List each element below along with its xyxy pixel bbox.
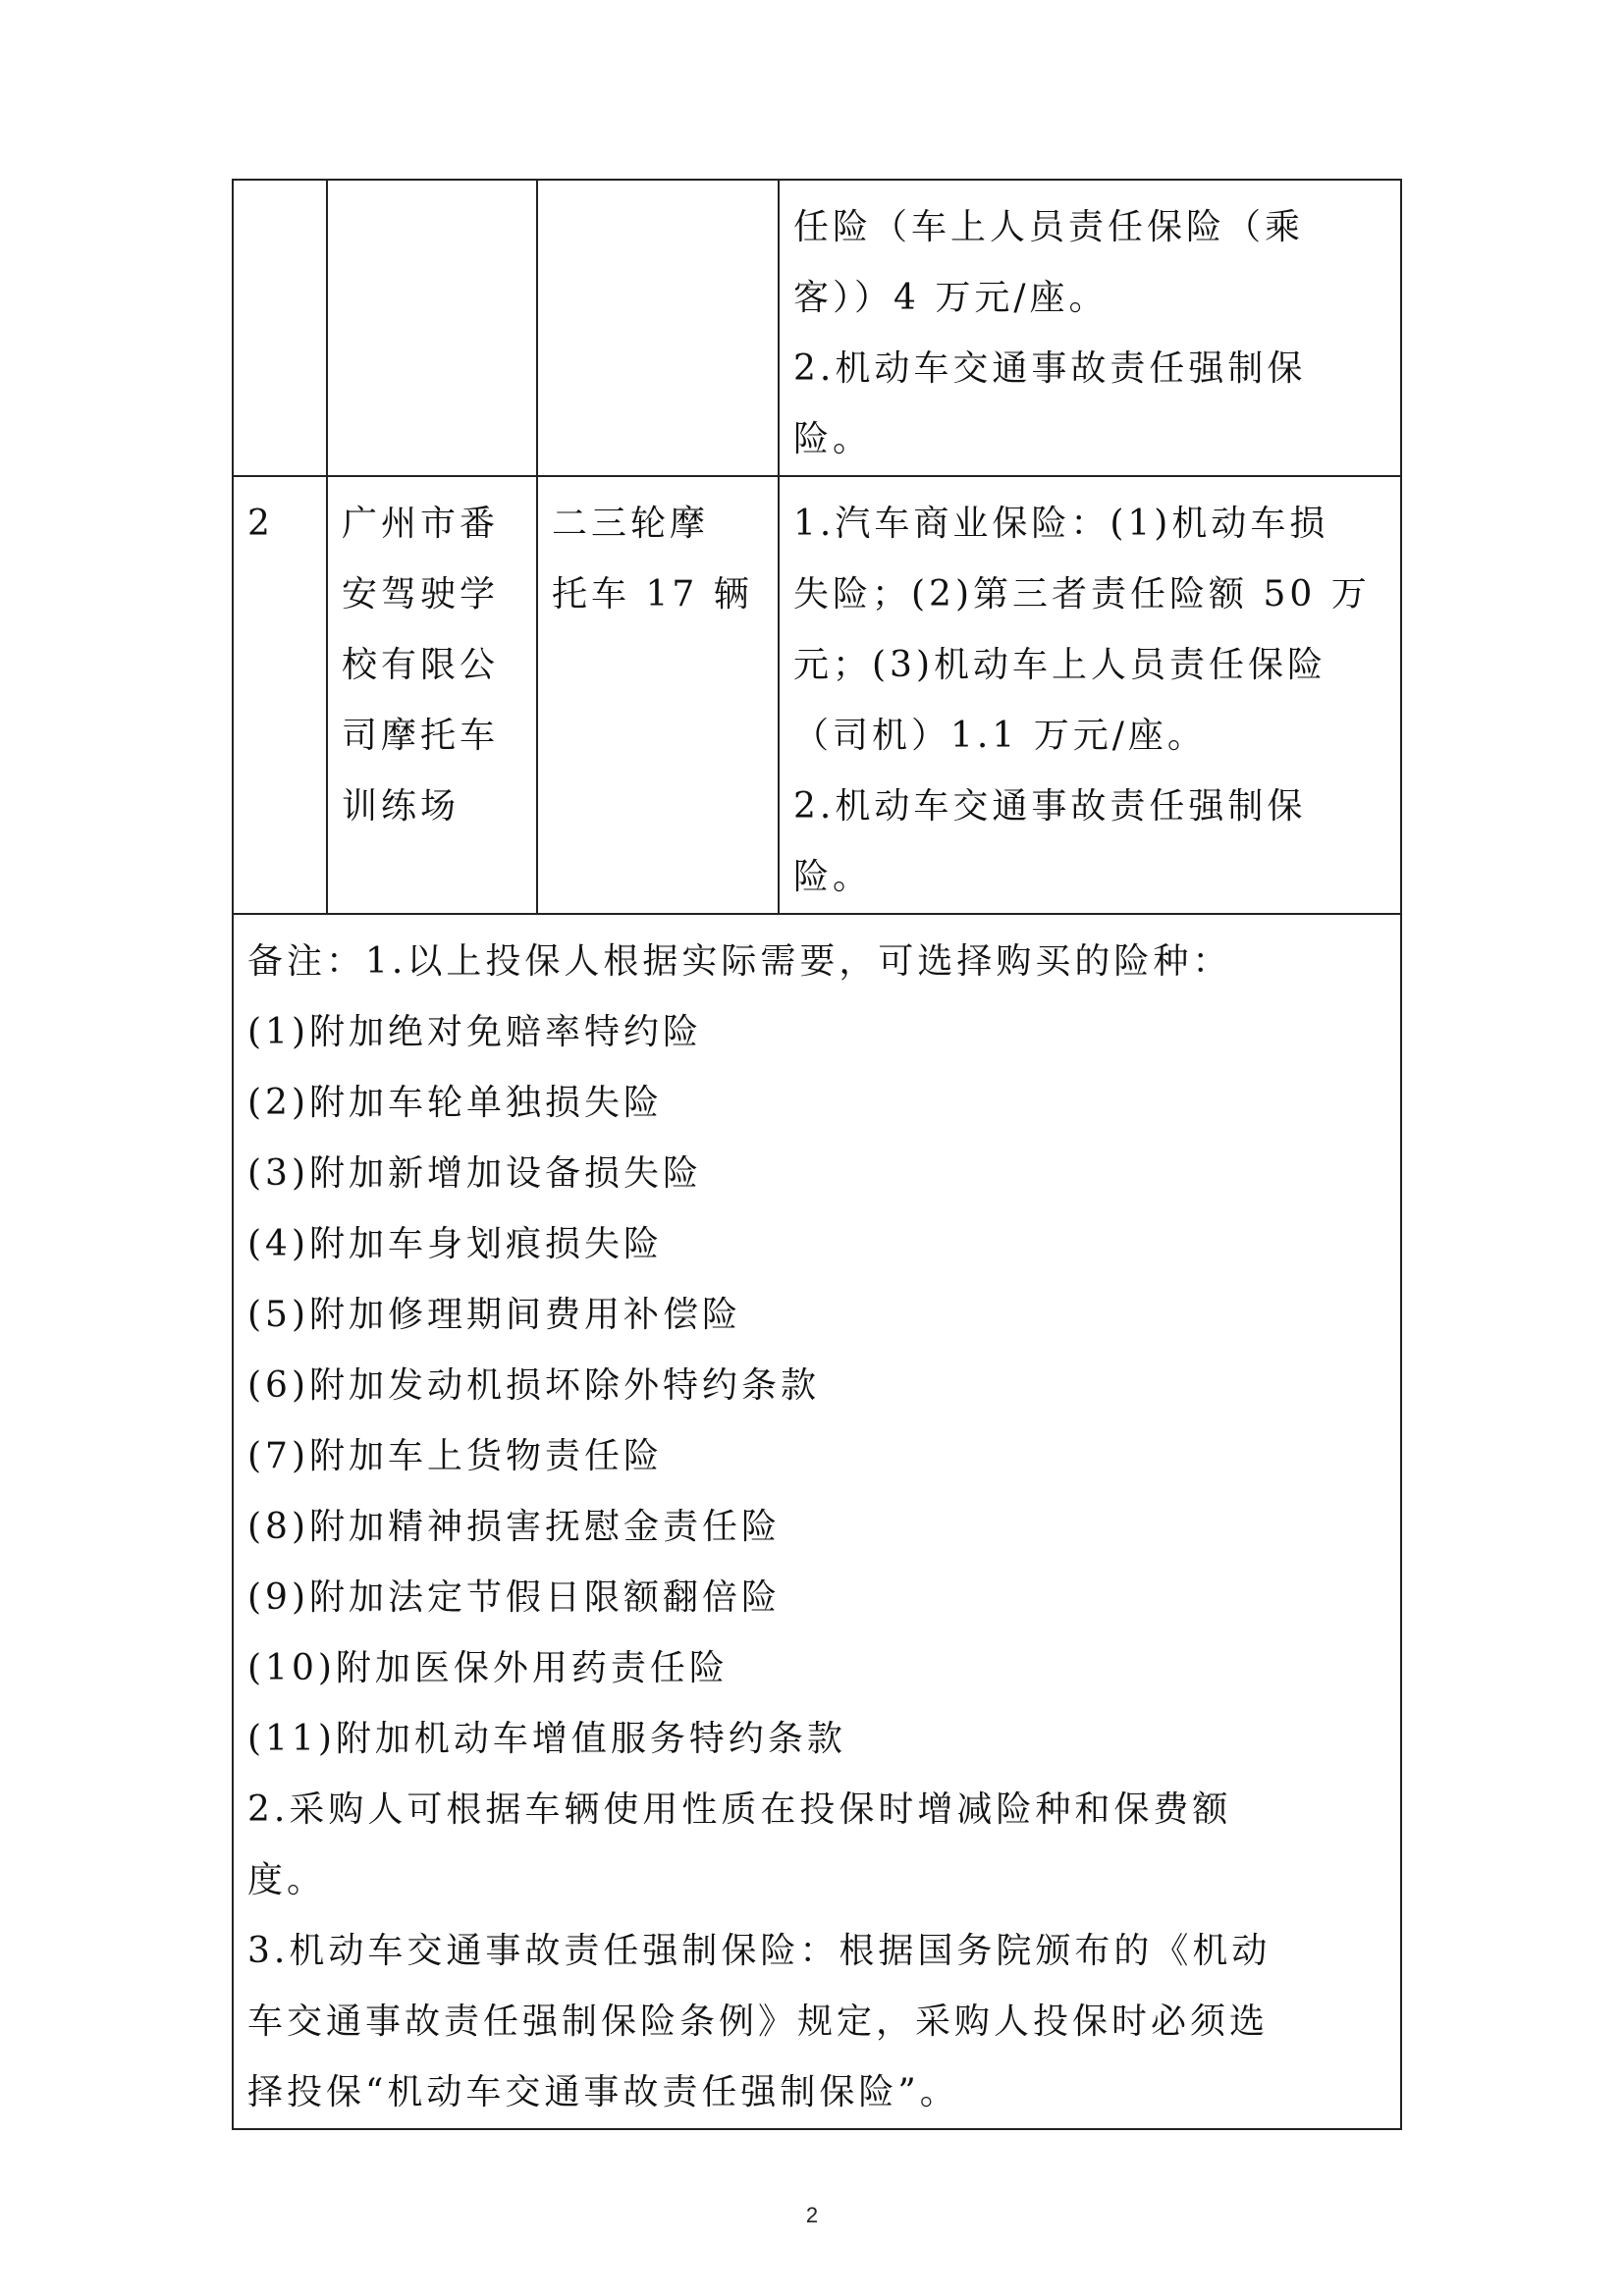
table-cell-unit: [327, 476, 537, 914]
insurance-table: [232, 179, 1402, 2130]
insurance-text-line: 2.机动车交通事故责任强制保: [793, 348, 1307, 389]
table-cell-insurance: [779, 180, 1401, 476]
page-number: 2: [805, 2203, 819, 2227]
notes-line: (3)附加新增加设备损失险: [247, 1153, 702, 1194]
notes-line: 备注：1.以上投保人根据实际需要，可选择购买的险种：: [247, 941, 1232, 982]
table-cell-insurance: [779, 476, 1401, 914]
notes-line: 择投保“机动车交通事故责任强制保险”。: [247, 2072, 959, 2112]
table-row: [233, 476, 1401, 914]
notes-line: (7)附加车上货物责任险: [247, 1436, 663, 1476]
notes-line: (5)附加修理期间费用补偿险: [247, 1295, 741, 1335]
insurance-text-line: 1.汽车商业保险：(1)机动车损: [793, 504, 1329, 544]
row-number: 2: [247, 504, 274, 544]
insurance-text-line: 险。: [793, 857, 873, 897]
notes-line: (10)附加医保外用药责任险: [247, 1648, 729, 1688]
insurance-text-line: 任险（车上人员责任保险（乘: [793, 207, 1305, 247]
vehicle-text-line: 托车 17 辆: [552, 574, 753, 614]
notes-line: 2.采购人可根据车辆使用性质在投保时增减险种和保费额: [247, 1789, 1232, 1830]
table-cell-vehicle: [537, 180, 779, 476]
notes-line: (11)附加机动车增值服务特约条款: [247, 1719, 846, 1759]
table-row-notes: [233, 914, 1401, 2129]
insurance-text-line: 失险；(2)第三者责任险额 50 万: [793, 574, 1371, 614]
table-cell-unit: [327, 180, 537, 476]
unit-text-line: 校有限公: [342, 645, 500, 685]
table-cell-vehicle: [537, 476, 779, 914]
notes-line: 3.机动车交通事故责任强制保险：根据国务院颁布的《机动: [247, 1931, 1272, 1971]
vehicle-text-line: 二三轮摩: [552, 504, 710, 544]
notes-line: (9)附加法定节假日限额翻倍险: [247, 1577, 781, 1618]
table-cell-no: [233, 180, 327, 476]
notes-line: (4)附加车身划痕损失险: [247, 1224, 663, 1264]
insurance-text-line: 险。: [793, 419, 873, 459]
unit-text-line: 司摩托车: [342, 716, 500, 756]
notes-line: 度。: [247, 1860, 327, 1900]
insurance-text-line: （司机）1.1 万元/座。: [793, 716, 1207, 756]
notes-line: 车交通事故责任强制保险条例》规定，采购人投保时必须选: [247, 2002, 1270, 2042]
notes-line: (1)附加绝对免赔率特约险: [247, 1012, 702, 1052]
notes-line: (8)附加精神损害抚慰金责任险: [247, 1507, 781, 1547]
unit-text-line: 安驾驶学: [342, 574, 500, 614]
insurance-text-line: 客））4 万元/座。: [793, 278, 1109, 318]
table-row: [233, 180, 1401, 476]
notes-line: (6)附加发动机损坏除外特约条款: [247, 1365, 820, 1406]
insurance-text-line: 元；(3)机动车上人员责任保险: [793, 645, 1326, 685]
notes-line: (2)附加车轮单独损失险: [247, 1083, 663, 1123]
table-cell-no: [233, 476, 327, 914]
unit-text-line: 广州市番: [342, 504, 500, 544]
notes-cell: [233, 914, 1401, 2129]
insurance-text-line: 2.机动车交通事故责任强制保: [793, 786, 1307, 827]
unit-text-line: 训练场: [342, 786, 460, 827]
